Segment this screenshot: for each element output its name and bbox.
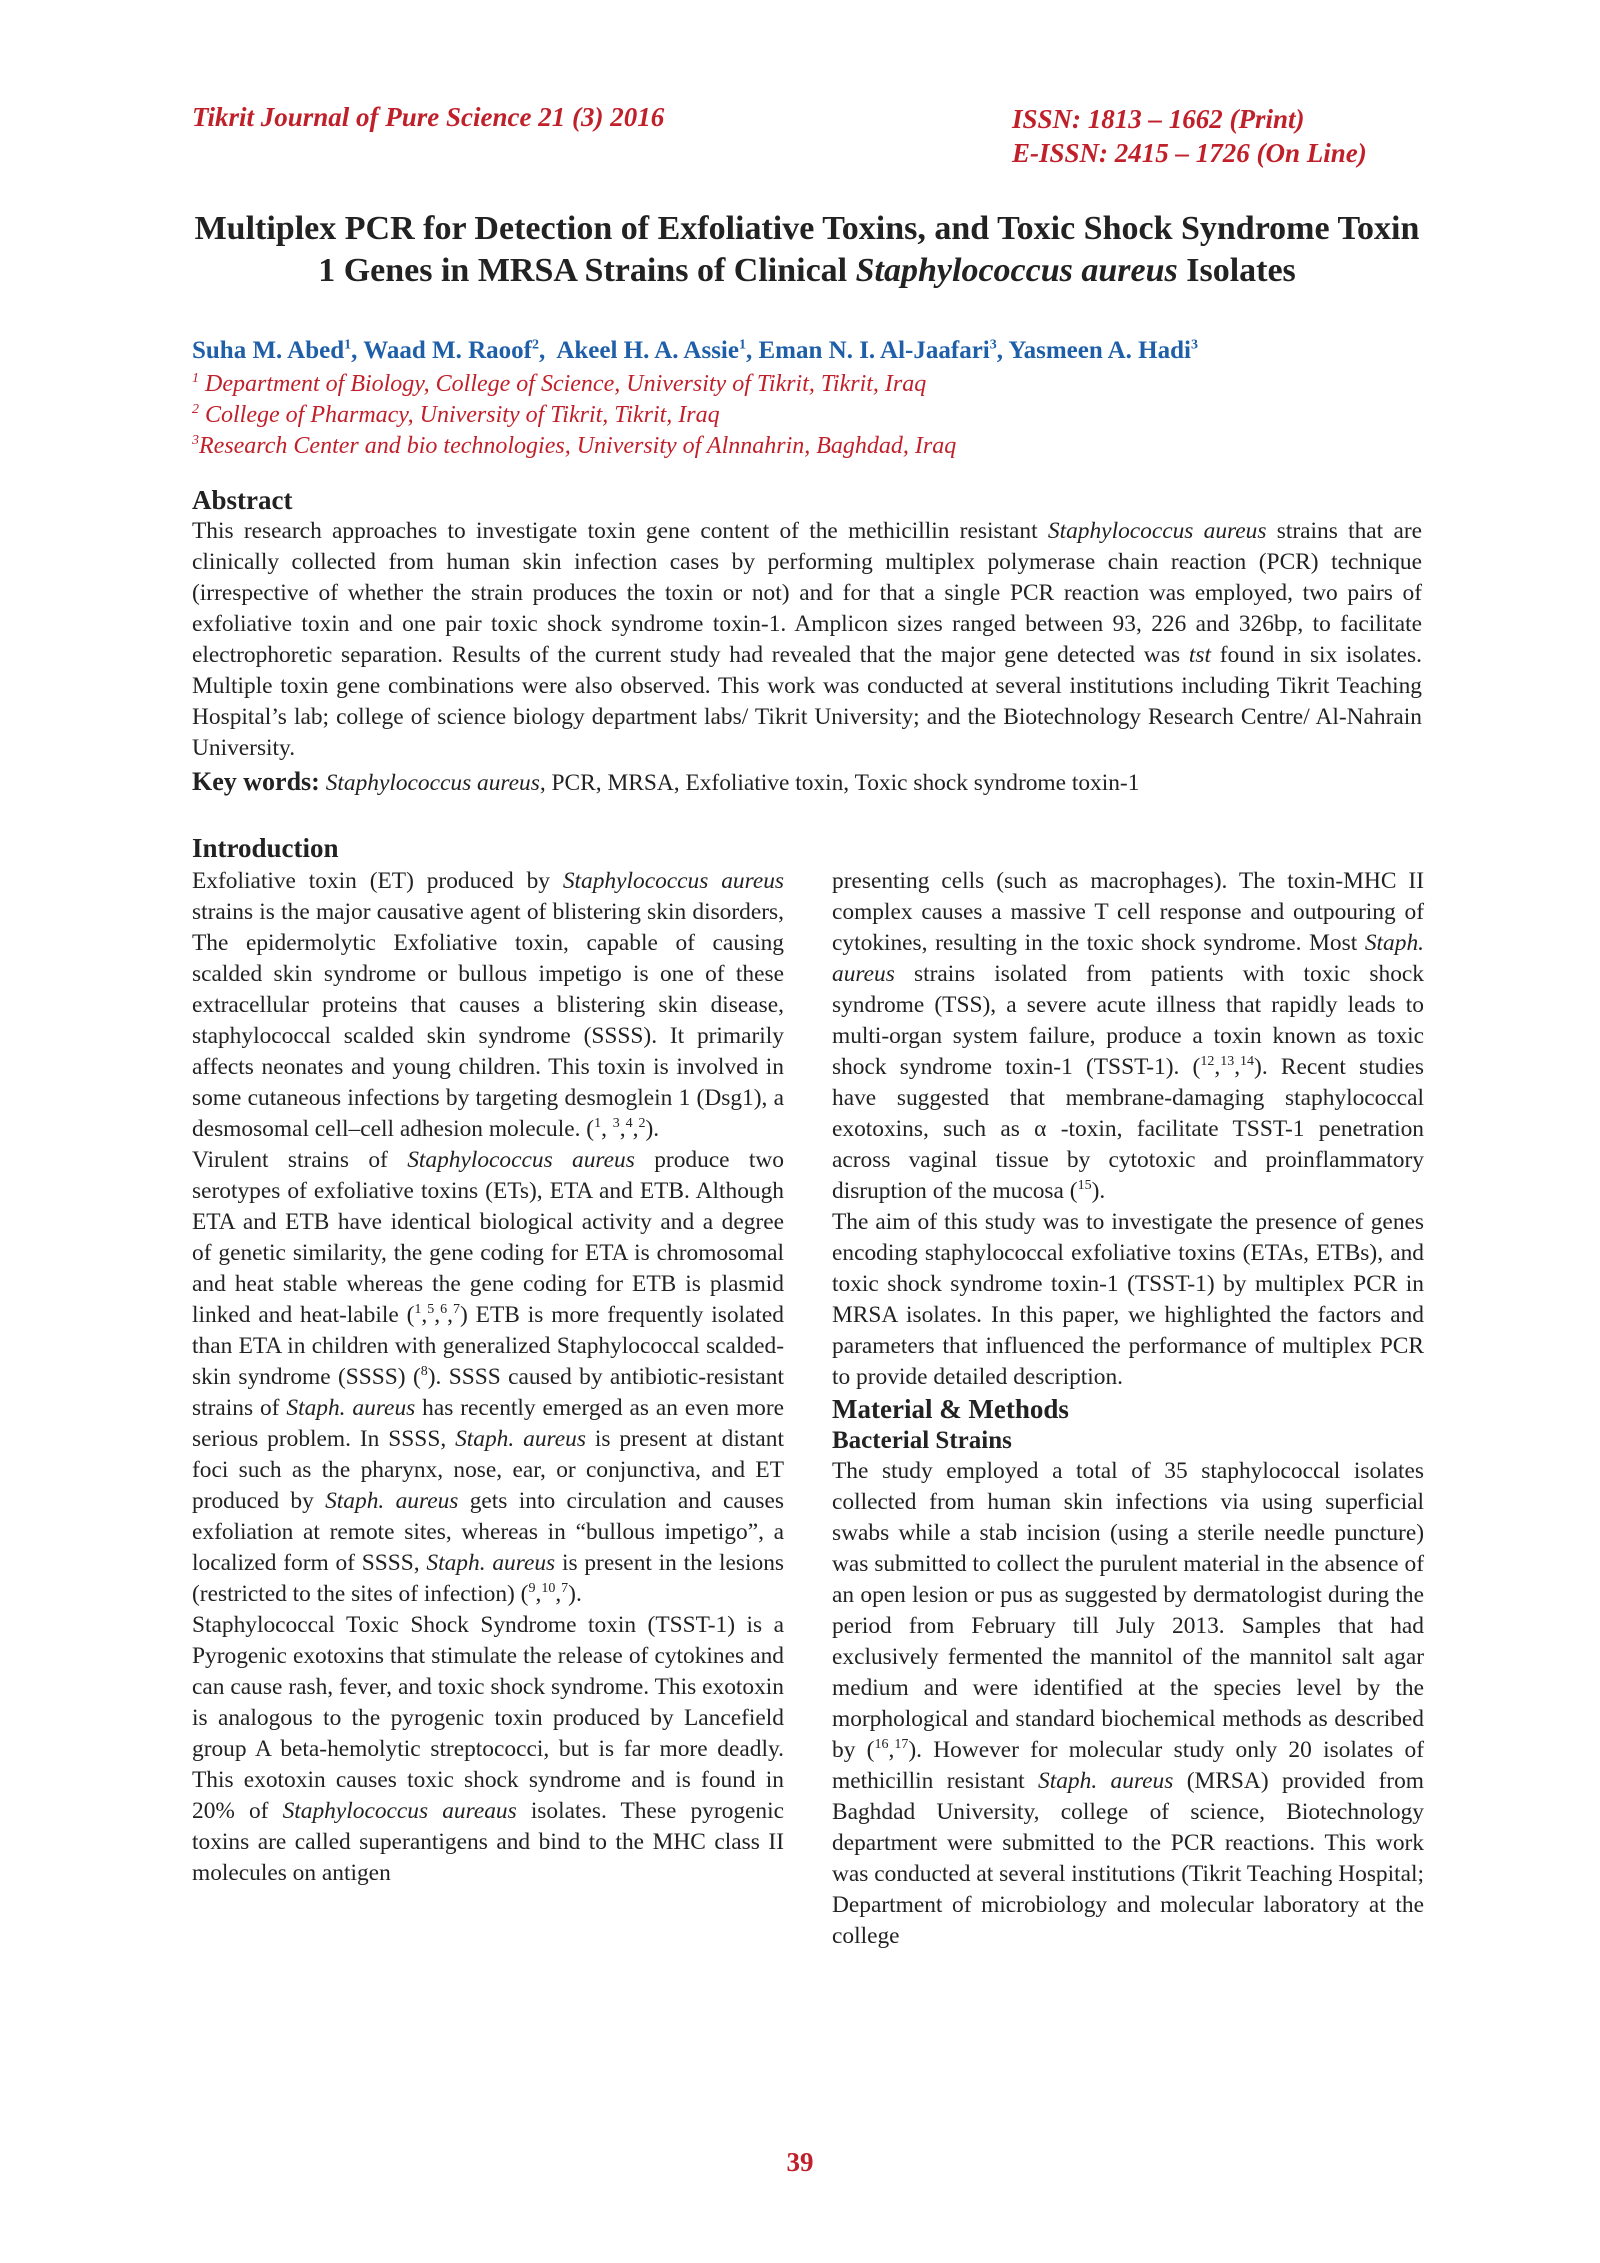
author: Suha M. Abed$^1$: [192, 337, 352, 364]
left-column: [192, 866, 784, 1889]
abstract-text: This research approaches to investigate toxin gene content of the methicillin resistant Staphylococcus aureus strains that are clinically collected from human skin infection cases by performing multiplex polymerase chain reaction (PCR) technique (irrespective of whether the strain produces the toxin or not) and for that a single PCR reaction was employed, two pairs of exfoliative toxin and one pair toxic shock syndrome toxin-1. Amplicon sizes ranged between 93, 226 and 326bp, to facilitate electrophoretic separation. Results of the current study had revealed that the major gene detected was tst found in six isolates. Multiple toxin gene combinations were also observed. This work was conducted at several institutions including Tikrit Teaching Hospital’s lab; college of science biology department labs/ Tikrit University; and the Biotechnology Research Centre/ Al-Nahrain University.: [192, 518, 1422, 761]
author: Akeel H. A. Assie$^1$: [556, 337, 746, 364]
affiliation: $^3$Research Center and bio technologies, University of Alnnahrin, Baghdad, Iraq: [192, 433, 957, 459]
paragraph: presenting cells (such as macrophages). The toxin-MHC II complex causes a massive T cell response and outpouring of cytokines, resulting in the toxic shock syndrome. Most Staph. aureus strains isolated from patients with toxic shock syndrome (TSS), a severe acute illness that rapidly leads to multi-organ system failure, produce a toxin known as toxic shock syndrome toxin-1 (TSST-1). ($^{12}$,$^{13}$,$^{14}$). Recent studies have suggested that membrane-damaging staphylococcal exotoxins, such as α -toxin, facilitate TSST-1 penetration across vaginal tissue by cytotoxic and proinflammatory disruption of the mucosa ($^{15}$).: [832, 868, 1424, 1204]
paragraph: The aim of this study was to investigate the presence of genes encoding staphylococcal exfoliative toxins (ETAs, ETBs), and toxic shock syndrome toxin-1 (TSST-1) by multiplex PCR in MRSA isolates. In this paper, we highlighted the factors and parameters that influenced the performance of multiplex PCR to provide detailed description.: [832, 1209, 1424, 1390]
paragraph: Exfoliative toxin (ET) produced by Staphylococcus aureus strains is the major causative agent of blistering skin disorders, The epidermolytic Exfoliative toxin, capable of causing scalded skin syndrome or bullous impetigo is one of these extracellular proteins that causes a blistering skin disease, staphylococcal scalded skin syndrome (SSSS). It primarily affects neonates and young children. This toxin is involved in some cutaneous infections by targeting desmoglein 1 (Dsg1), a desmosomal cell–cell adhesion molecule. ($^1$, $^3$,$^4$,$^2$).: [192, 868, 784, 1142]
journal-name: Tikrit Journal of Pure Science 21 (3) 2016: [192, 102, 665, 132]
paragraph: Staphylococcal Toxic Shock Syndrome toxin (TSST-1) is a Pyrogenic exotoxins that stimulate the release of cytokines and can cause rash, fever, and toxic shock syndrome. This exotoxin is analogous to the pyrogenic toxin produced by Lancefield group A beta-hemolytic streptococci, but is far more deadly. This exotoxin causes toxic shock syndrome and is found in 20% of Staphylococcus aureaus isolates. These pyrogenic toxins are called superantigens and bind to the MHC class II molecules on antigen: [192, 1612, 784, 1886]
keywords: Key words: Staphylococcus aureus, PCR, MRSA, Exfoliative toxin, Toxic shock syndrome toxin-1: [192, 767, 1140, 796]
page-number: 39: [786, 2147, 814, 2177]
author: Eman N. I. Al-Jaafari$^3$: [758, 337, 997, 364]
methods-heading: Material & Methods: [832, 1394, 1069, 1424]
author-list: Suha M. Abed$^1$, Waad M. Raoof$^2$, Akeel H. A. Assie$^1$, Eman N. I. Al-Jaafari$^3$, Yasmeen A. Hadi$^3$: [192, 337, 1198, 364]
right-column: [832, 866, 1424, 1952]
issn-online: E-ISSN: 2415 – 1726 (On Line): [1012, 138, 1367, 168]
issn-block: [1012, 102, 1367, 170]
affiliation-list: [192, 369, 1422, 462]
author: Yasmeen A. Hadi$^3$: [1008, 337, 1198, 364]
abstract-heading: Abstract: [192, 485, 293, 515]
paper-title: Multiplex PCR for Detection of Exfoliative Toxins, and Toxic Shock Syndrome Toxin 1 Genes in MRSA Strains of Clinical Staphylococcus aureus Isolates: [194, 210, 1420, 289]
bacterial-strains-heading: Bacterial Strains: [832, 1427, 1012, 1454]
affiliation: $^1$ Department of Biology, College of Science, University of Tikrit, Tikrit, Iraq: [192, 371, 927, 397]
author: Waad M. Raoof$^2$: [363, 337, 539, 364]
paragraph: The study employed a total of 35 staphylococcal isolates collected from human skin infections via using superficial swabs while a stab incision (using a sterile needle puncture) was submitted to collect the purulent material in the absence of an open lesion or pus as suggested by dermatologist during the period from February till July 2013. Samples that had exclusively fermented the mannitol of the mannitol salt agar medium and were identified at the species level by the morphological and standard biochemical methods as described by ($^{16}$,$^{17}$). However for molecular study only 20 isolates of methicillin resistant Staph. aureus (MRSA) provided from Baghdad University, college of science, Biotechnology department were submitted to the PCR reactions. This work was conducted at several institutions (Tikrit Teaching Hospital; Department of microbiology and molecular laboratory at the college: [832, 1458, 1425, 1949]
paragraph: Virulent strains of Staphylococcus aureus produce two serotypes of exfoliative toxins (ETs), ETA and ETB. Although ETA and ETB have identical biological activity and a degree of genetic similarity, the gene coding for ETA is chromosomal and heat stable whereas the gene coding for ETB is plasmid linked and heat-labile ($^1$,$^5$,$^6$,$^7$) ETB is more frequently isolated than ETA in children with generalized Staphylococcal scalded-skin syndrome (SSSS) ($^8$). SSSS caused by antibiotic-resistant strains of Staph. aureus has recently emerged as an even more serious problem. In SSSS, Staph. aureus is present at distant foci such as the pharynx, nose, ear, or conjunctiva, and ET produced by Staph. aureus gets into circulation and causes exfoliation at remote sites, whereas in “bullous impetigo”, a localized form of SSSS, Staph. aureus is present in the lesions (restricted to the sites of infection) ($^9$,$^{10}$,$^7$).: [192, 1147, 785, 1607]
introduction-heading: Introduction: [192, 833, 339, 863]
abstract-section: [192, 484, 1422, 799]
issn-print: ISSN: 1813 – 1662 (Print): [1012, 104, 1305, 134]
affiliation: $^2$ College of Pharmacy, University of Tikrit, Tikrit, Iraq: [192, 402, 720, 428]
